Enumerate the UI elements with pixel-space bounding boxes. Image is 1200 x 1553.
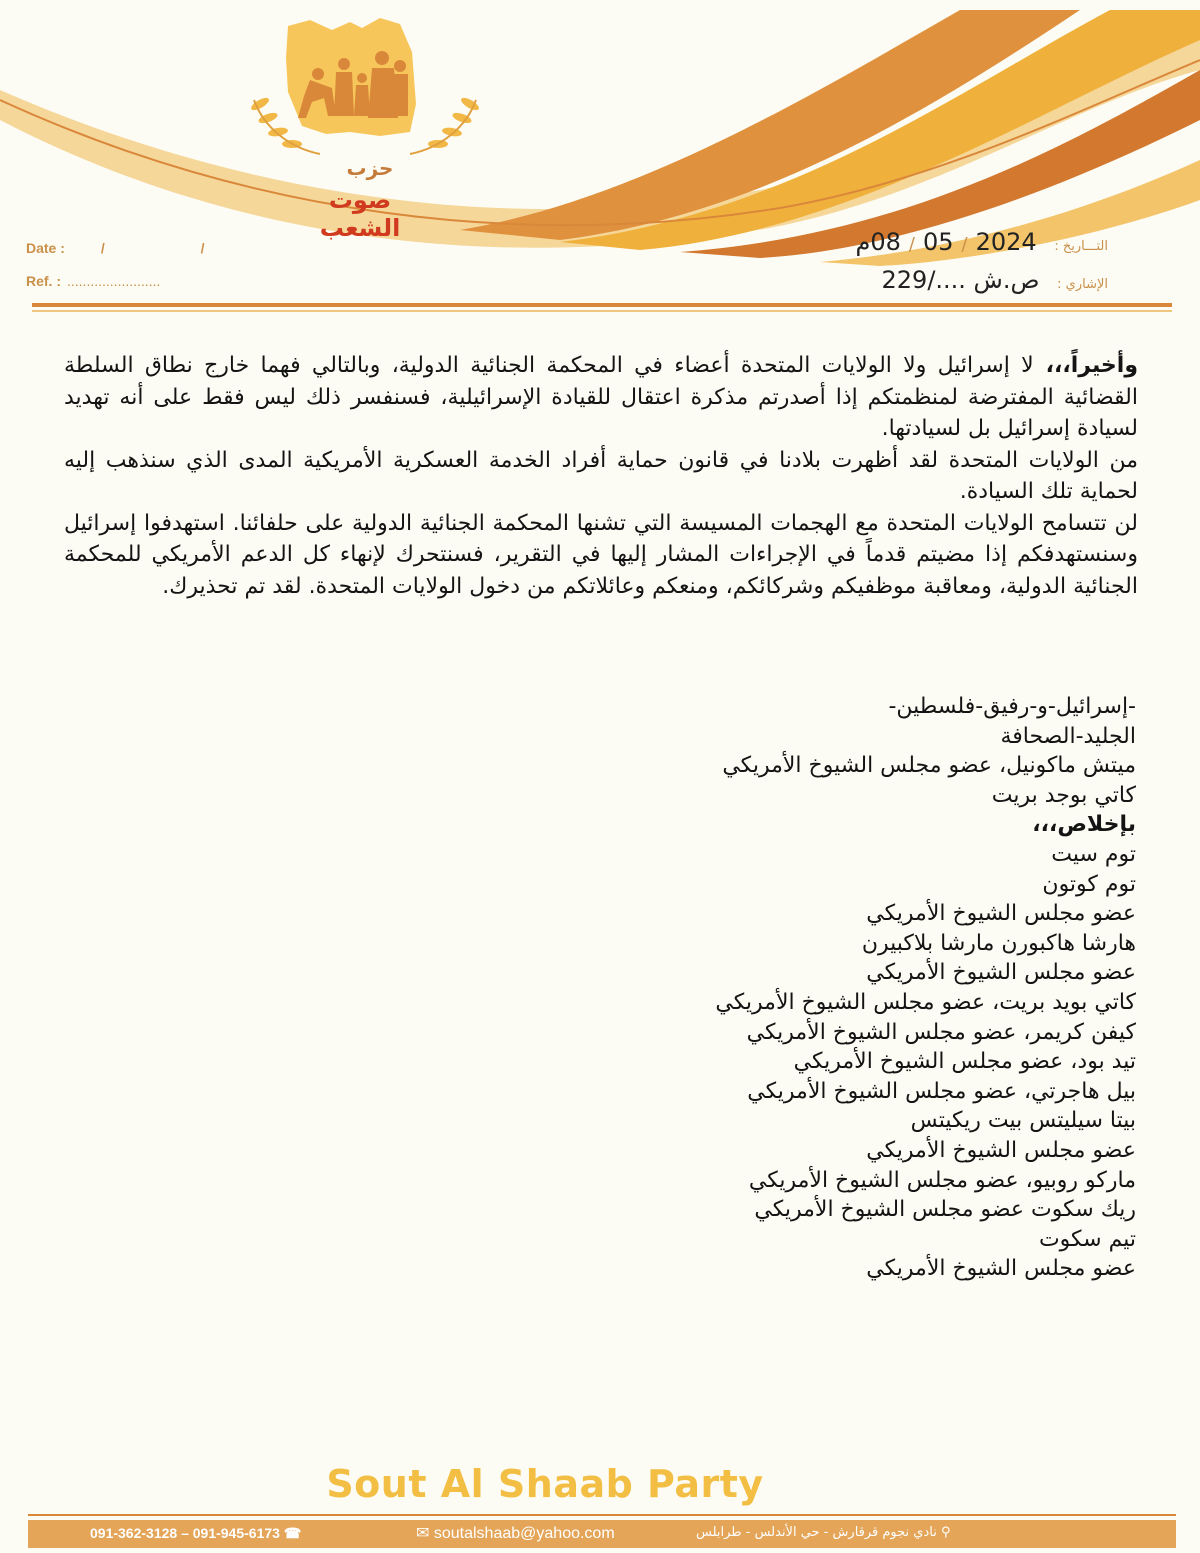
signatory-line: عضو مجلس الشيوخ الأمريكي	[866, 901, 1136, 927]
date-year: 2024م	[855, 228, 1037, 256]
signatory-line: هارشا هاكبورن مارشا بلاكبيرن	[861, 930, 1136, 956]
letter-body	[64, 350, 1138, 602]
date-day: 08	[870, 228, 901, 256]
date-separator: /	[961, 234, 968, 255]
signoff-line: -إسرائيل-و-رفيق-فلسطين-	[888, 694, 1136, 719]
signatory-line: عضو مجلس الشيوخ الأمريكي	[866, 1137, 1136, 1163]
footer-divider	[28, 1514, 1176, 1516]
phone-numbers: 091-362-3128 – 091-945-6173	[90, 1525, 280, 1541]
email-icon: ✉	[416, 1525, 430, 1542]
ref-label-en: Ref. :	[26, 273, 61, 289]
location-pin-icon: ⚲	[940, 1525, 951, 1540]
date-month: 05	[922, 228, 954, 256]
ref-label-ar: الإشاري :	[1057, 277, 1108, 292]
signatory-line: تيد بود، عضو مجلس الشيوخ الأمريكي	[793, 1049, 1136, 1075]
paragraph-2: من الولايات المتحدة لقد أظهرت بلادنا في قانون حماية أفراد الخدمة العسكرية الأمريكية المدى الذي سنذهب إليه لحماية تلك السيادة.	[64, 447, 1138, 504]
signatory-line: عضو مجلس الشيوخ الأمريكي	[866, 960, 1136, 986]
logo-party-name: صوت الشعب	[319, 186, 401, 242]
signatory-line: بيل هاجرتي، عضو مجلس الشيوخ الأمريكي	[747, 1078, 1136, 1104]
signatory-line: توم كوتون	[1042, 871, 1136, 897]
paragraph-1-text: لا إسرائيل ولا الولايات المتحدة أعضاء في المحكمة الجنائية الدولية، وبالتالي فهما خارج نطاق السلطة القضائية المفترضة لمنظمتكم إذا أصدرتم مذكرة اعتقال للقيادة الإسرائيلية، فسنفسر ذلك ليس فقط على أنه تهديد لسيادة إسرائيل بل لسيادتها.	[64, 353, 1138, 441]
signoff-line: الجليد-الصحافة	[1000, 723, 1136, 749]
signatory-line: بيتا سيليتس بيت ريكيتس	[910, 1108, 1136, 1134]
phone-icon: ☎	[283, 1525, 302, 1541]
ref-dots-en: ........................	[67, 273, 161, 289]
logo-party-word: حزب	[346, 156, 394, 180]
date-field-en	[26, 240, 251, 256]
ref-value: ص.ش ..../229	[881, 266, 1040, 294]
date-label-en: Date :	[26, 240, 65, 256]
signatory-line: ماركو روبيو، عضو مجلس الشيوخ الأمريكي	[748, 1167, 1136, 1193]
signoff-block	[536, 692, 1136, 1284]
footer-phones	[90, 1525, 301, 1542]
paragraph-3: لن تتسامح الولايات المتحدة مع الهجمات المسيسة التي تشنها المحكمة الجنائية الدولية على حلفائنا. استهدفوا إسرائيل وسنستهدفكم إذا مضيتم قدماً في الإجراءات المشار إليها في التقرير، فسنتحرك لإنهاء كل الدعم الأمريكي للمحكمة الجنائية الدولية، ومعاقبة موظفيكم وشركائكم، ومنعكم وعائلاتكم من دخول الولايات المتحدة. لقد تم تحذيرك.	[64, 510, 1138, 599]
signatory-line: تيم سكوت	[1038, 1226, 1136, 1252]
paragraph-1	[64, 350, 1138, 445]
signatory-line: كيفن كريمر، عضو مجلس الشيوخ الأمريكي	[746, 1019, 1136, 1045]
signatory-line: كاتي بويد بريت، عضو مجلس الشيوخ الأمريكي	[715, 989, 1136, 1015]
ref-field-en	[26, 273, 160, 289]
header-divider	[32, 303, 1172, 307]
footer-email	[416, 1523, 615, 1543]
signoff-line: كاتي بوجد بريت	[991, 782, 1136, 808]
signatory-line: ريك سكوت عضو مجلس الشيوخ الأمريكي	[754, 1197, 1136, 1223]
date-slashes-en: / /	[100, 240, 251, 256]
email-address: soutalshaab@yahoo.com	[433, 1525, 615, 1542]
paragraph-1-lead: وأخيراً،،،	[1033, 353, 1139, 378]
footer-address	[696, 1525, 951, 1540]
signatory-line: توم سيت	[1051, 841, 1136, 867]
signoff-line: ميتش ماكونيل، عضو مجلس الشيوخ الأمريكي	[722, 753, 1136, 779]
signatory-line: عضو مجلس الشيوخ الأمريكي	[866, 1256, 1136, 1282]
address-text: نادي نجوم قرقارش - حي الأندلس - طرابلس	[696, 1525, 937, 1540]
date-label-ar: التـــاريخ :	[1054, 239, 1108, 254]
closing-salutation: بإخلاص،،،	[1032, 812, 1136, 838]
footer-contact-bar	[28, 1520, 1176, 1548]
header-divider-thin	[32, 310, 1172, 312]
ref-field-ar	[882, 266, 1108, 294]
date-field-ar	[855, 228, 1108, 256]
date-separator: /	[908, 234, 915, 255]
footer-brand-name: Sout Al Shaab Party	[326, 1462, 764, 1506]
